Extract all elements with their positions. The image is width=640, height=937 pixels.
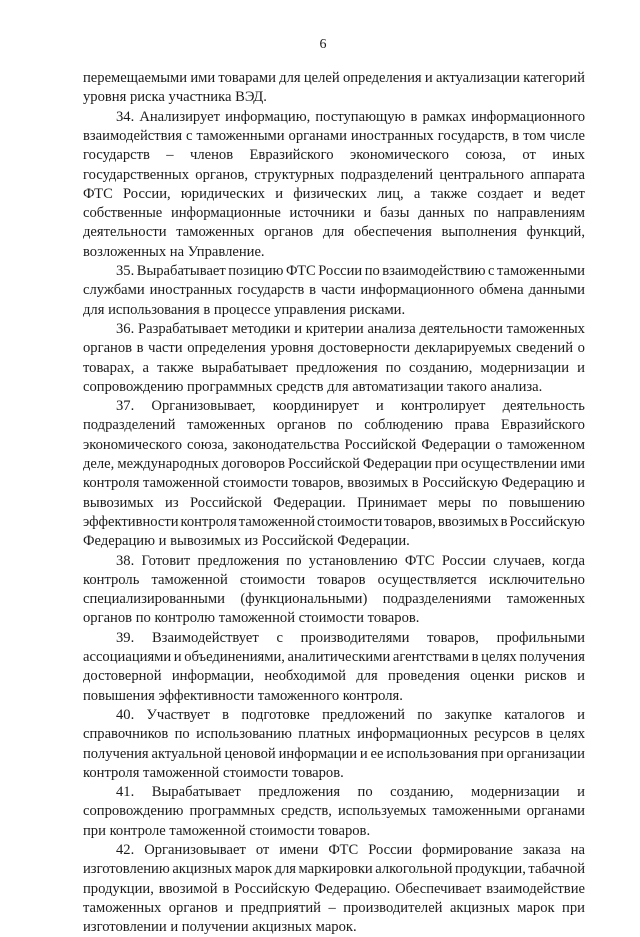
- text-line: перемещаемыми ими товарами для целей определения и актуализации категорий: [83, 70, 585, 86]
- text-line: 38. Готовит предложения по установлению ФТС России случаев, когда: [116, 553, 585, 569]
- text-line: ассоциациями и объединениями, аналитическими агентствами в целях получения: [83, 649, 585, 665]
- text-line: контроля таможенной стоимости товаров.: [83, 765, 344, 781]
- text-line: товарах, а также вырабатывает предложения по созданию, модернизации и: [83, 360, 585, 376]
- text-line: возложенных на Управление.: [83, 244, 265, 260]
- text-line: изготовлению акцизных марок для маркировки алкогольной продукции, табачной: [83, 861, 585, 877]
- text-line: изготовлении и получении акцизных марок.: [83, 919, 357, 935]
- text-line: Федерацию и вывозимых из Российской Федерации.: [83, 533, 410, 549]
- text-line: подразделений таможенных органов по соблюдению права Евразийского: [83, 417, 585, 433]
- text-line: справочников по использованию платных информационных ресурсов в целях: [83, 726, 585, 742]
- text-line: 37. Организовывает, координирует и контролирует деятельность: [116, 398, 585, 414]
- page-number: 6: [319, 37, 327, 52]
- text-line: органов в части определения уровня достоверности декларируемых сведений о: [83, 340, 585, 356]
- text-line: государственных органов, структурных подразделений центрального аппарата: [83, 167, 585, 183]
- text-line: продукции, ввозимой в Российскую Федерацию. Обеспечивает взаимодействие: [83, 881, 585, 897]
- text-line: государств – членов Евразийского экономического союза, от иных: [83, 147, 585, 163]
- text-line: собственные информационные источники и базы данных по направлениям: [83, 205, 585, 221]
- text-line: контроля таможенной стоимости товаров, ввозимых в Российскую Федерацию и: [83, 475, 585, 491]
- text-line: контроль таможенной стоимости товаров осуществляется исключительно: [83, 572, 585, 588]
- text-line: сопровождению программных средств для автоматизации такого анализа.: [83, 379, 543, 395]
- text-line: для использования в процессе управления рисками.: [83, 302, 406, 318]
- text-line: 39. Взаимодействует с производителями товаров, профильными: [116, 630, 585, 646]
- text-line: специализированными (функциональными) подразделениями таможенных: [83, 591, 585, 607]
- text-line: органов по контролю таможенной стоимости товаров.: [83, 610, 420, 626]
- text-line: экономического союза, законодательства Российской Федерации о таможенном: [83, 437, 585, 453]
- text-line: повышения эффективности таможенного контроля.: [83, 688, 403, 704]
- text-line: сопровождению программных средств, используемых таможенными органами: [83, 803, 585, 819]
- text-line: ФТС России, юридических и физических лиц, а также создает и ведет: [83, 186, 585, 202]
- text-line: 41. Вырабатывает предложения по созданию, модернизации и: [116, 784, 585, 800]
- text-line: службами иностранных государств в части информационного обмена данными: [83, 282, 585, 298]
- text-line: деятельности таможенных органов для обеспечения выполнения функций,: [83, 224, 585, 240]
- text-line: 42. Организовывает от имени ФТС России формирование заказа на: [116, 842, 585, 858]
- text-line: получения актуальной ценовой информации и ее использования при организации: [83, 746, 585, 762]
- text-line: 34. Анализирует информацию, поступающую в рамках информационного: [116, 109, 585, 125]
- text-line: взаимодействия с таможенными органами иностранных государств, в том числе: [83, 128, 585, 144]
- text-line: 36. Разрабатывает методики и критерии анализа деятельности таможенных: [116, 321, 585, 337]
- text-line: деле, международных договоров Российской Федерации при осуществлении ими: [83, 456, 585, 472]
- text-line: эффективности контроля таможенной стоимости товаров, ввозимых в Российскую: [83, 514, 585, 530]
- text-line: вывозимых из Российской Федерации. Принимает меры по повышению: [83, 495, 585, 511]
- text-line: уровня риска участника ВЭД.: [83, 89, 267, 105]
- text-line: 40. Участвует в подготовке предложений по закупке каталогов и: [116, 707, 585, 723]
- text-line: таможенных органов и предприятий – производителей акцизных марок при: [83, 900, 585, 916]
- text-line: 35. Вырабатывает позицию ФТС России по взаимодействию с таможенными: [116, 263, 585, 279]
- text-line: достоверной информации, необходимой для проведения оценки рисков и: [83, 668, 585, 684]
- text-line: при контроле таможенной стоимости товаров.: [83, 823, 371, 839]
